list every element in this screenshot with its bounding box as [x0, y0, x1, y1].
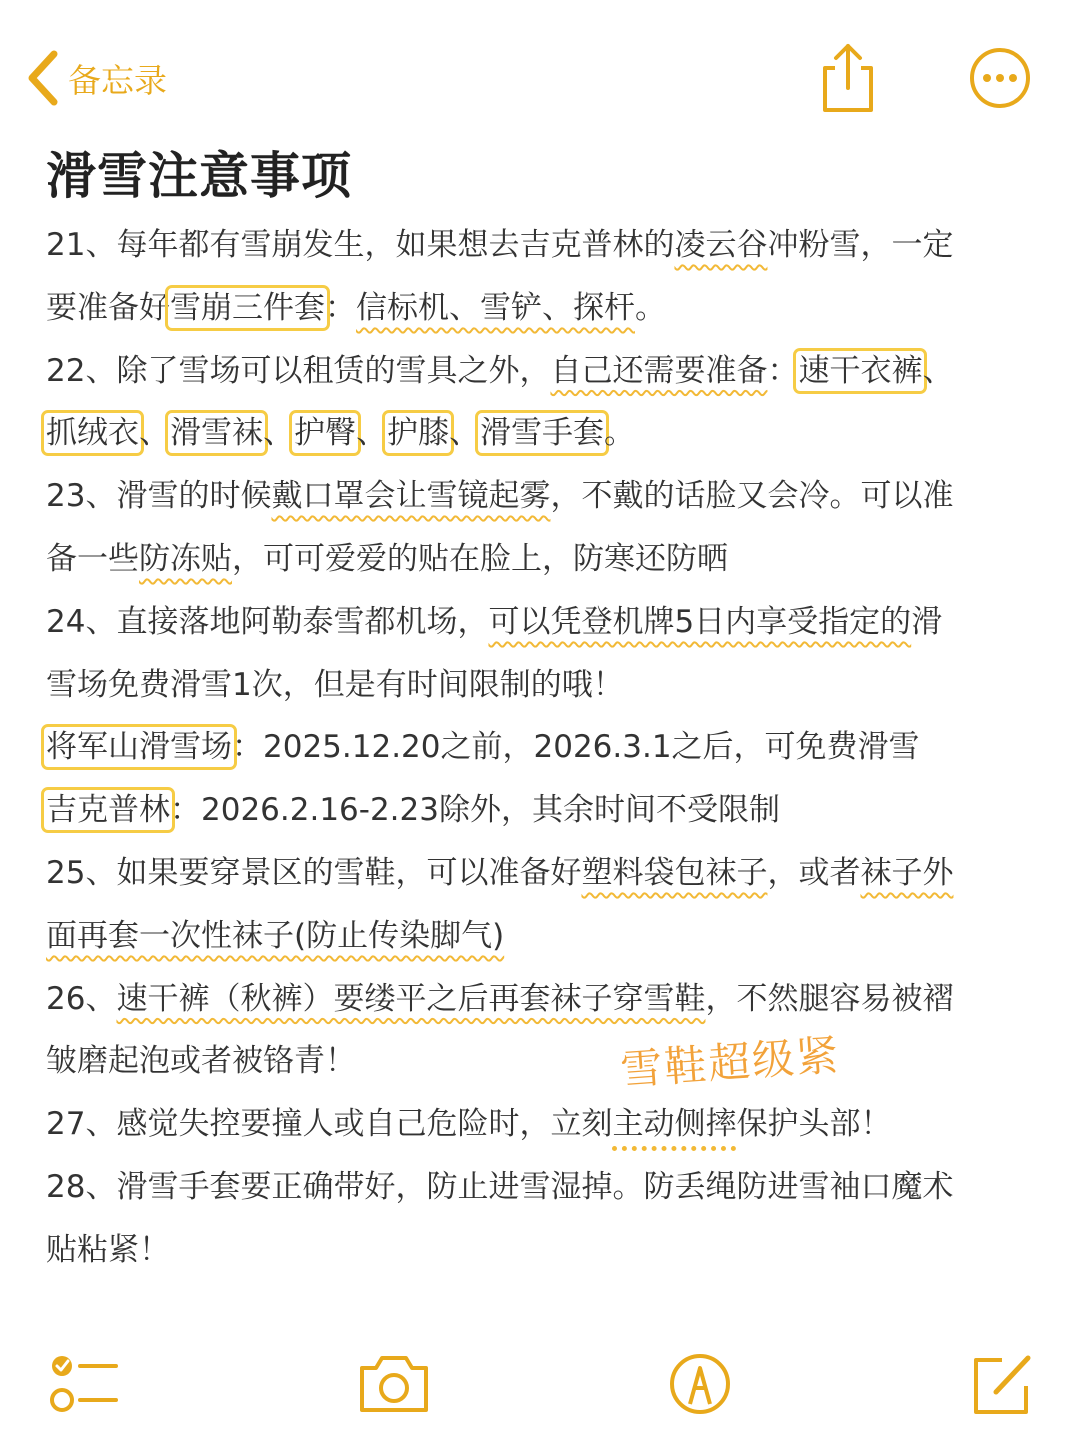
wavy-highlight: 面再套一次性袜子(防止传染脚气) — [46, 917, 505, 954]
wavy-highlight: 戴口罩会让雪镜起雾 — [271, 478, 551, 515]
handwritten-annotation: 雪鞋超级紧 — [618, 1030, 842, 1095]
text-span: 贴粘紧！ — [46, 1231, 170, 1268]
boxed-highlight: 护膝 — [387, 415, 449, 452]
note-line — [46, 1030, 1036, 1093]
text-span: ：2026.2.16-2.23除外，其余时间不受限制 — [170, 792, 780, 829]
text-span: 23、滑雪的时候 — [46, 478, 272, 515]
text-span: 、 — [922, 352, 954, 389]
boxed-highlight: 速干衣裤 — [798, 352, 923, 389]
note-line — [46, 591, 1036, 654]
more-icon[interactable] — [968, 46, 1032, 110]
chevron-left-icon — [24, 48, 60, 108]
text-span: ，不戴的话脸又会冷。可以准 — [550, 478, 954, 515]
text-span: 28、滑雪手套要正确带好，防止进雪湿掉。防丢绳防进雪袖口魔术 — [46, 1168, 954, 1205]
text-span: 备一些 — [46, 540, 139, 577]
text-span: 、 — [263, 415, 294, 452]
note-line — [46, 214, 1036, 277]
wavy-highlight: 防冻贴 — [139, 540, 232, 577]
wavy-highlight: 自己还需要准备 — [550, 352, 768, 389]
text-span: 滑 — [911, 603, 943, 640]
wavy-highlight: 袜子外 — [860, 854, 954, 891]
text-span: 22、除了雪场可以租赁的雪具之外， — [46, 352, 551, 389]
text-span: 25、如果要穿景区的雪鞋，可以准备好 — [46, 854, 582, 891]
note-line — [46, 465, 1036, 528]
text-span: 、 — [139, 415, 170, 452]
note-line — [46, 1093, 1036, 1156]
text-span: 26、 — [46, 980, 117, 1017]
note-line — [46, 1219, 1036, 1282]
text-span: ： — [325, 289, 356, 326]
share-icon[interactable] — [815, 40, 881, 116]
wavy-highlight: 速干裤（秋裤）要缕平之后再套袜子穿雪鞋 — [116, 980, 706, 1017]
back-label: 备忘录 — [68, 60, 167, 100]
text-span: 要准备好 — [46, 289, 170, 326]
note-line — [46, 842, 1036, 905]
boxed-highlight: 滑雪手套 — [480, 415, 604, 452]
text-span: 、 — [356, 415, 387, 452]
note-title: 滑雪注意事项 — [46, 147, 352, 205]
text-span: 27、感觉失控要撞人或自己危险时，立刻 — [46, 1106, 613, 1143]
text-span: 21、每年都有雪崩发生，如果想去吉克普林的 — [46, 227, 675, 263]
note-line — [46, 1156, 1036, 1219]
wavy-highlight: 可以凭登机牌5日内享受指定的 — [488, 603, 912, 640]
boxed-highlight: 抓绒衣 — [46, 415, 139, 452]
note-line — [46, 654, 1036, 717]
boxed-highlight: 雪崩三件套 — [170, 289, 325, 326]
wavy-highlight: 信标机、雪铲、探杆 — [356, 289, 635, 326]
text-span: ，可可爱爱的贴在脸上，防寒还防晒 — [232, 540, 728, 577]
text-span: ，不然腿容易被褶 — [705, 980, 954, 1017]
note-line — [46, 968, 1036, 1031]
back-button[interactable] — [24, 48, 167, 108]
boxed-highlight: 将军山滑雪场 — [46, 729, 232, 766]
note-line — [46, 716, 1036, 779]
boxed-highlight: 吉克普林 — [46, 792, 170, 829]
note-body[interactable] — [46, 214, 1036, 1282]
text-span: ：2025.12.20之前，2026.3.1之后，可免费滑雪 — [232, 729, 920, 766]
note-line — [46, 905, 1036, 968]
text-span: 。 — [604, 415, 635, 452]
camera-icon[interactable] — [356, 1354, 432, 1414]
note-line — [46, 340, 1036, 403]
checklist-icon[interactable] — [48, 1352, 120, 1416]
text-span: 、 — [449, 415, 480, 452]
text-span: 24、直接落地阿勒泰雪都机场， — [46, 603, 489, 640]
text-span: 雪场免费滑雪1次，但是有时间限制的哦！ — [46, 666, 624, 703]
text-span: 保护头部！ — [736, 1106, 892, 1143]
navigation-bar — [0, 0, 1080, 130]
bottom-toolbar — [0, 1340, 1080, 1440]
wavy-highlight: 塑料袋包袜子 — [581, 854, 768, 891]
text-span: 。 — [635, 289, 666, 326]
text-span: ，或者 — [767, 854, 861, 891]
text-span: 冲粉雪，一定 — [767, 227, 954, 263]
boxed-highlight: 滑雪袜 — [170, 415, 263, 452]
text-span: ： — [767, 352, 799, 389]
compose-icon[interactable] — [968, 1350, 1036, 1418]
markup-icon[interactable] — [668, 1352, 732, 1416]
wavy-highlight: 凌云谷 — [674, 227, 768, 263]
boxed-highlight: 护臀 — [294, 415, 356, 452]
note-line — [46, 779, 1036, 842]
text-span: 皱磨起泡或者被铬青！ — [46, 1043, 356, 1080]
note-line — [46, 277, 1036, 340]
note-line — [46, 402, 1036, 465]
note-line — [46, 528, 1036, 591]
dotted-highlight: 主动侧摔 — [612, 1106, 737, 1143]
